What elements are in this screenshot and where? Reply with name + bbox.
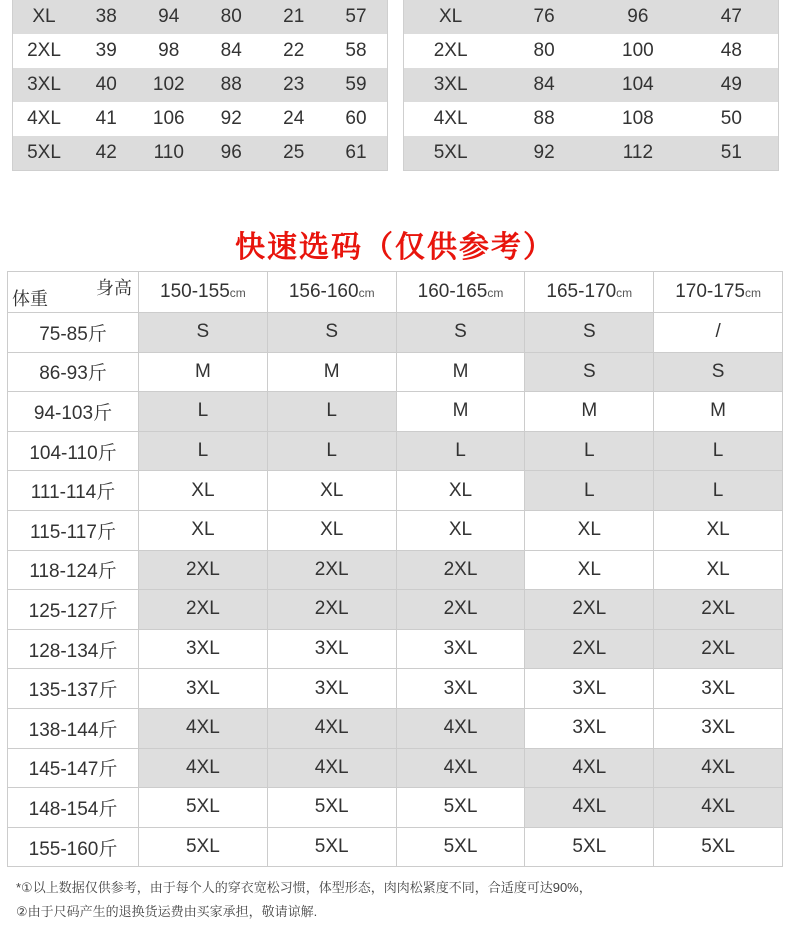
size-cell: 2XL [139,550,268,590]
weight-cell: 148-154斤 [8,788,139,828]
weight-label: 体重 [12,289,48,309]
size-table-left-cell: 25 [263,136,326,171]
size-table-right-row [404,136,779,171]
size-cell: 5XL [267,788,396,828]
size-cell: L [654,471,783,511]
size-cell: M [267,352,396,392]
size-row [8,669,783,709]
size-table-right-cell: 76 [497,0,591,34]
weight-cell: 94-103斤 [8,392,139,432]
size-cell: 5XL [267,827,396,867]
corner-cell [8,272,139,313]
height-unit: cm [616,286,633,300]
size-row [8,431,783,471]
size-cell: 5XL [525,827,654,867]
size-cell: 4XL [654,788,783,828]
size-cell: XL [139,471,268,511]
size-table-left-row [13,68,388,102]
size-cell: 3XL [267,669,396,709]
size-row [8,708,783,748]
size-cell: 4XL [139,708,268,748]
size-cell: L [396,431,525,471]
size-table-left-cell: 57 [325,0,388,34]
size-table-left-cell: 38 [75,0,138,34]
size-table-left-cell: 60 [345,108,367,129]
quick-select-table [7,271,783,867]
size-cell: 5XL [396,788,525,828]
size-table-right-cell: 88 [533,108,555,129]
size-table-left-row [13,136,388,171]
size-table-left-cell: 58 [345,40,367,61]
size-cell: 2XL [525,629,654,669]
size-cell: 5XL [654,827,783,867]
size-table-left-cell: 98 [158,40,180,61]
height-column-header [654,272,783,313]
size-table-left-row [13,102,388,136]
size-table-left-cell: 4XL [27,108,61,129]
size-cell: 4XL [525,748,654,788]
size-cell: 4XL [396,748,525,788]
size-cell: 3XL [139,669,268,709]
size-cell: 2XL [396,550,525,590]
size-table-left-cell: 59 [325,68,388,102]
size-cell: S [654,352,783,392]
size-cell: S [525,313,654,353]
size-table-left-row [13,0,388,34]
size-cell: L [139,392,268,432]
size-table-left-cell: 106 [152,108,185,129]
weight-cell: 145-147斤 [8,748,139,788]
size-cell: L [267,431,396,471]
size-cell: L [654,431,783,471]
size-cell: 3XL [267,629,396,669]
size-cell: M [396,392,525,432]
height-range: 150-155 [160,281,230,302]
size-cell: 4XL [654,748,783,788]
size-table-right-row [404,34,779,68]
size-table-left-cell: 102 [138,68,201,102]
size-cell: L [525,471,654,511]
size-table-right-cell: 3XL [404,68,498,102]
size-cell: S [139,313,268,353]
size-cell: XL [139,510,268,550]
size-table-left-cell: XL [13,0,76,34]
weight-cell: 115-117斤 [8,510,139,550]
size-row [8,510,783,550]
size-cell: S [396,313,525,353]
size-cell: 4XL [525,788,654,828]
size-cell: 4XL [139,748,268,788]
size-table-right-cell: 96 [591,0,685,34]
size-table-left-cell: 80 [200,0,263,34]
size-table-left-cell: 2XL [27,40,61,61]
size-table-left-cell: 94 [138,0,201,34]
size-cell: L [139,431,268,471]
height-column-header [139,272,268,313]
size-cell: 4XL [267,748,396,788]
weight-cell: 155-160斤 [8,827,139,867]
size-table-right-cell: 49 [685,68,779,102]
note-line-1: *①以上数据仅供参考，由于每个人的穿衣宽松习惯，体型形态，肉肉松紧度不同，合适度可达90%， [16,880,592,895]
size-row [8,392,783,432]
size-cell: M [525,392,654,432]
size-table-right-cell: 5XL [404,136,498,171]
size-table-right-cell: 48 [720,40,742,61]
size-cell: 5XL [139,827,268,867]
quick-select-title: 快速选码（仅供参考） [235,230,555,265]
size-row [8,827,783,867]
size-cell: M [396,352,525,392]
size-cell: XL [525,510,654,550]
size-table-left-cell: 110 [138,136,201,171]
height-column-header [525,272,654,313]
size-table-right-cell: 92 [497,136,591,171]
size-cell: XL [267,510,396,550]
height-label: 身高 [96,278,132,298]
size-row [8,471,783,511]
size-table-right-cell: 47 [685,0,779,34]
size-row [8,550,783,590]
size-cell: 2XL [654,590,783,630]
size-table-left-cell: 92 [220,108,242,129]
size-table-left-cell: 3XL [13,68,76,102]
size-cell: 3XL [396,669,525,709]
size-row [8,788,783,828]
size-table-left-cell: 61 [325,136,388,171]
size-table-right-cell: 108 [622,108,654,129]
height-range: 170-175 [675,281,745,302]
size-table-right-row [404,0,779,34]
header-row [8,272,783,313]
size-table-right-cell: 84 [497,68,591,102]
weight-cell: 128-134斤 [8,629,139,669]
weight-cell: 125-127斤 [8,590,139,630]
size-table-right-cell: 51 [685,136,779,171]
weight-cell: 104-110斤 [8,431,139,471]
size-table-left-cell: 42 [75,136,138,171]
weight-cell: 86-93斤 [8,352,139,392]
height-range: 165-170 [546,281,617,302]
size-table-right-cell: 4XL [433,108,468,129]
weight-cell: 111-114斤 [8,471,139,511]
size-table-left-cell: 84 [220,40,242,61]
size-cell: XL [396,510,525,550]
size-cell: 3XL [139,629,268,669]
size-table-right-cell: 50 [720,108,742,129]
size-cell: 4XL [396,708,525,748]
size-cell: M [654,392,783,432]
height-unit: cm [358,286,375,300]
note-line-2: ②由于尺码产生的退换货运费由买家承担，敬请谅解. [16,904,318,919]
size-table-right-cell: 80 [533,40,555,61]
size-cell: M [139,352,268,392]
weight-cell: 135-137斤 [8,669,139,709]
size-table-left-cell: 24 [283,108,305,129]
size-cell: XL [654,510,783,550]
size-table-right-cell: 104 [591,68,685,102]
size-table-right-cell: 2XL [433,40,468,61]
size-table-right [403,0,779,171]
height-column-header [396,272,525,313]
size-cell: 3XL [654,708,783,748]
size-cell: S [267,313,396,353]
size-table-left-cell: 21 [263,0,326,34]
size-cell: XL [525,550,654,590]
size-row [8,748,783,788]
size-table-left-cell: 23 [263,68,326,102]
size-table-left-row [13,34,388,68]
size-cell: 2XL [396,590,525,630]
size-table-right-row [404,68,779,102]
size-cell: XL [654,550,783,590]
size-cell: L [525,431,654,471]
size-cell: 2XL [139,590,268,630]
weight-cell: 138-144斤 [8,708,139,748]
size-table-left-cell: 39 [95,40,117,61]
size-table-left-cell: 41 [95,108,117,129]
size-cell: 3XL [396,629,525,669]
size-cell: XL [267,471,396,511]
height-unit: cm [487,286,504,300]
size-table-left-cell: 88 [200,68,263,102]
size-cell: 5XL [396,827,525,867]
size-cell: 2XL [654,629,783,669]
size-cell: 4XL [267,708,396,748]
size-cell: S [525,352,654,392]
notes [16,876,592,924]
weight-cell: 118-124斤 [8,550,139,590]
size-row [8,313,783,353]
size-cell: / [654,313,783,353]
height-range: 156-160 [288,281,359,302]
size-table-right-cell: XL [404,0,498,34]
size-table-left-cell: 5XL [13,136,76,171]
size-table-right-cell: 100 [622,40,654,61]
size-row [8,590,783,630]
height-unit: cm [744,286,761,300]
size-row [8,629,783,669]
size-table-left-cell: 22 [283,40,305,61]
size-table-right-row [404,102,779,136]
size-table-left-cell: 40 [75,68,138,102]
height-column-header [267,272,396,313]
height-unit: cm [229,286,246,300]
size-cell: 5XL [139,788,268,828]
size-table-left [12,0,388,171]
size-table-left-cell: 96 [200,136,263,171]
size-row [8,352,783,392]
weight-cell: 75-85斤 [8,313,139,353]
size-cell: 2XL [267,550,396,590]
size-cell: 2XL [267,590,396,630]
size-cell: 2XL [525,590,654,630]
height-range: 160-165 [417,281,488,302]
size-cell: 3XL [525,669,654,709]
size-cell: 3XL [654,669,783,709]
size-cell: L [267,392,396,432]
size-cell: 3XL [525,708,654,748]
size-cell: XL [396,471,525,511]
size-table-right-cell: 112 [591,136,685,171]
